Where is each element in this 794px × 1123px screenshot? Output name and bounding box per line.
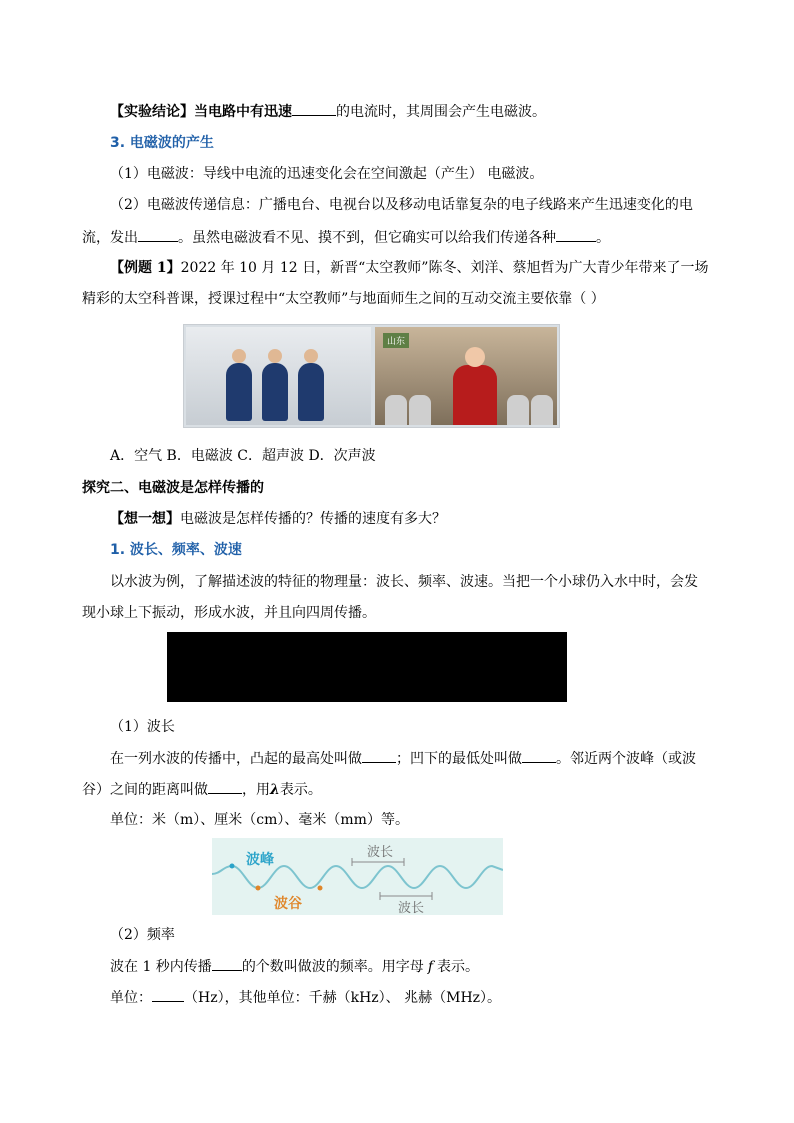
blank-3	[556, 227, 596, 242]
student-speaking-figure	[453, 365, 497, 425]
water-wave-paragraph: 以水波为例，了解描述波的特征的物理量：波长、频率、波速。当把一个小球仍入水中时，会发	[110, 574, 698, 590]
redacted-image	[167, 632, 567, 702]
wavelength-label-top: 波长	[367, 845, 394, 860]
wave-diagram-bg	[212, 838, 503, 915]
crest-point	[230, 864, 235, 869]
conclusion-text-1: 【实验结论】当电路中有迅速	[110, 104, 292, 120]
answer-options: A．空气 B．电磁波 C．超声波 D．次声波	[110, 448, 376, 464]
item-1: （1）电磁波：导线中电流的迅速变化会在空间激起（产生） 电磁波。	[110, 166, 544, 182]
wl-text-c: 。邻近两个波峰（或波	[556, 751, 696, 767]
blank-4	[362, 748, 396, 763]
astronaut-figure	[298, 363, 324, 421]
wl-text-e: ，用	[242, 782, 270, 798]
student-figure	[409, 395, 431, 425]
crest-label: 波峰	[246, 852, 274, 868]
water-wave-paragraph-cont: 现小球上下振动，形成水波，并且向四周传播。	[82, 605, 376, 621]
item-2-text-a: 流，发出	[82, 230, 138, 246]
conclusion-text-2: 的电流时，其周围会产生电磁波。	[336, 104, 546, 120]
think-prompt	[110, 509, 446, 529]
item-2: （2）电磁波传递信息：广播电台、电视台以及移动电话靠复杂的电子线路来产生迅速变化的电	[110, 197, 693, 213]
blank-2	[138, 227, 178, 242]
blank-8	[152, 987, 184, 1002]
sub-wavelength: （1）波长	[110, 719, 175, 735]
sub-frequency: （2）频率	[110, 927, 175, 943]
blank-7	[212, 956, 242, 971]
wave-diagram	[212, 838, 503, 915]
section-2-heading: 探究二、电磁波是怎样传播的	[82, 480, 264, 496]
location-sign: 山东	[383, 333, 409, 348]
example-label: 【例题 1】	[110, 260, 181, 276]
freq-text-c: 表示。	[437, 959, 479, 975]
think-text: 电磁波是怎样传播的？传播的速度有多大？	[180, 511, 446, 527]
experiment-conclusion	[110, 101, 546, 122]
wavelength-paragraph	[110, 748, 696, 769]
student-figure	[507, 395, 529, 425]
freq-text-a: 波在 1 秒内传播	[110, 959, 212, 975]
student-figure	[385, 395, 407, 425]
trough-point	[318, 886, 323, 891]
lambda-symbol: λ	[270, 782, 280, 798]
wavelength-label-bottom: 波长	[398, 901, 425, 915]
item-2-text-b: 。虽然电磁波看不见、摸不到，但它确实可以给我们传递各种	[178, 230, 556, 246]
classroom-panel	[375, 327, 557, 425]
blank-1	[292, 101, 336, 116]
example-1	[110, 258, 708, 278]
example-1-cont: 精彩的太空科普课，授课过程中“太空教师”与地面师生之间的互动交流主要依靠（ ）	[82, 291, 605, 307]
trough-point	[256, 886, 261, 891]
wavelength-paragraph-cont	[82, 779, 322, 800]
wl-text-a: 在一列水波的传播中，凸起的最高处叫做	[110, 751, 362, 767]
student-figure	[531, 395, 553, 425]
item-2-text-c: 。	[596, 230, 610, 246]
wl-text-b: ；凹下的最低处叫做	[396, 751, 522, 767]
heading-wave-properties: 1. 波长、频率、波速	[110, 542, 242, 558]
freq-unit-text-a: 单位：	[110, 990, 152, 1006]
blank-6	[208, 779, 242, 794]
heading-em-generation: 3. 电磁波的产生	[110, 135, 214, 151]
space-station-panel	[186, 327, 371, 425]
astronaut-figure	[262, 363, 288, 421]
wl-text-f: 表示。	[279, 782, 322, 798]
f-symbol: f	[427, 959, 433, 975]
frequency-units	[110, 987, 501, 1008]
wavelength-units: 单位：米（m）、厘米（cm）、毫米（mm）等。	[110, 812, 409, 828]
astronaut-figure	[226, 363, 252, 421]
freq-text-b: 的个数叫做波的频率。用字母	[241, 959, 424, 975]
example-text: 2022 年 10 月 12 日，新晋“太空教师”陈冬、刘洋、蔡旭哲为广大青少年带来了一场	[180, 260, 709, 276]
space-class-photo	[183, 324, 560, 428]
blank-5	[522, 748, 556, 763]
wl-text-d: 谷）之间的距离叫做	[82, 782, 208, 798]
frequency-paragraph	[110, 956, 479, 977]
item-2-cont	[82, 227, 610, 248]
trough-label: 波谷	[274, 896, 302, 912]
think-label: 【想一想】	[110, 511, 180, 527]
freq-unit-text-b: （Hz），其他单位：千赫（kHz）、 兆赫（MHz）。	[184, 990, 502, 1006]
